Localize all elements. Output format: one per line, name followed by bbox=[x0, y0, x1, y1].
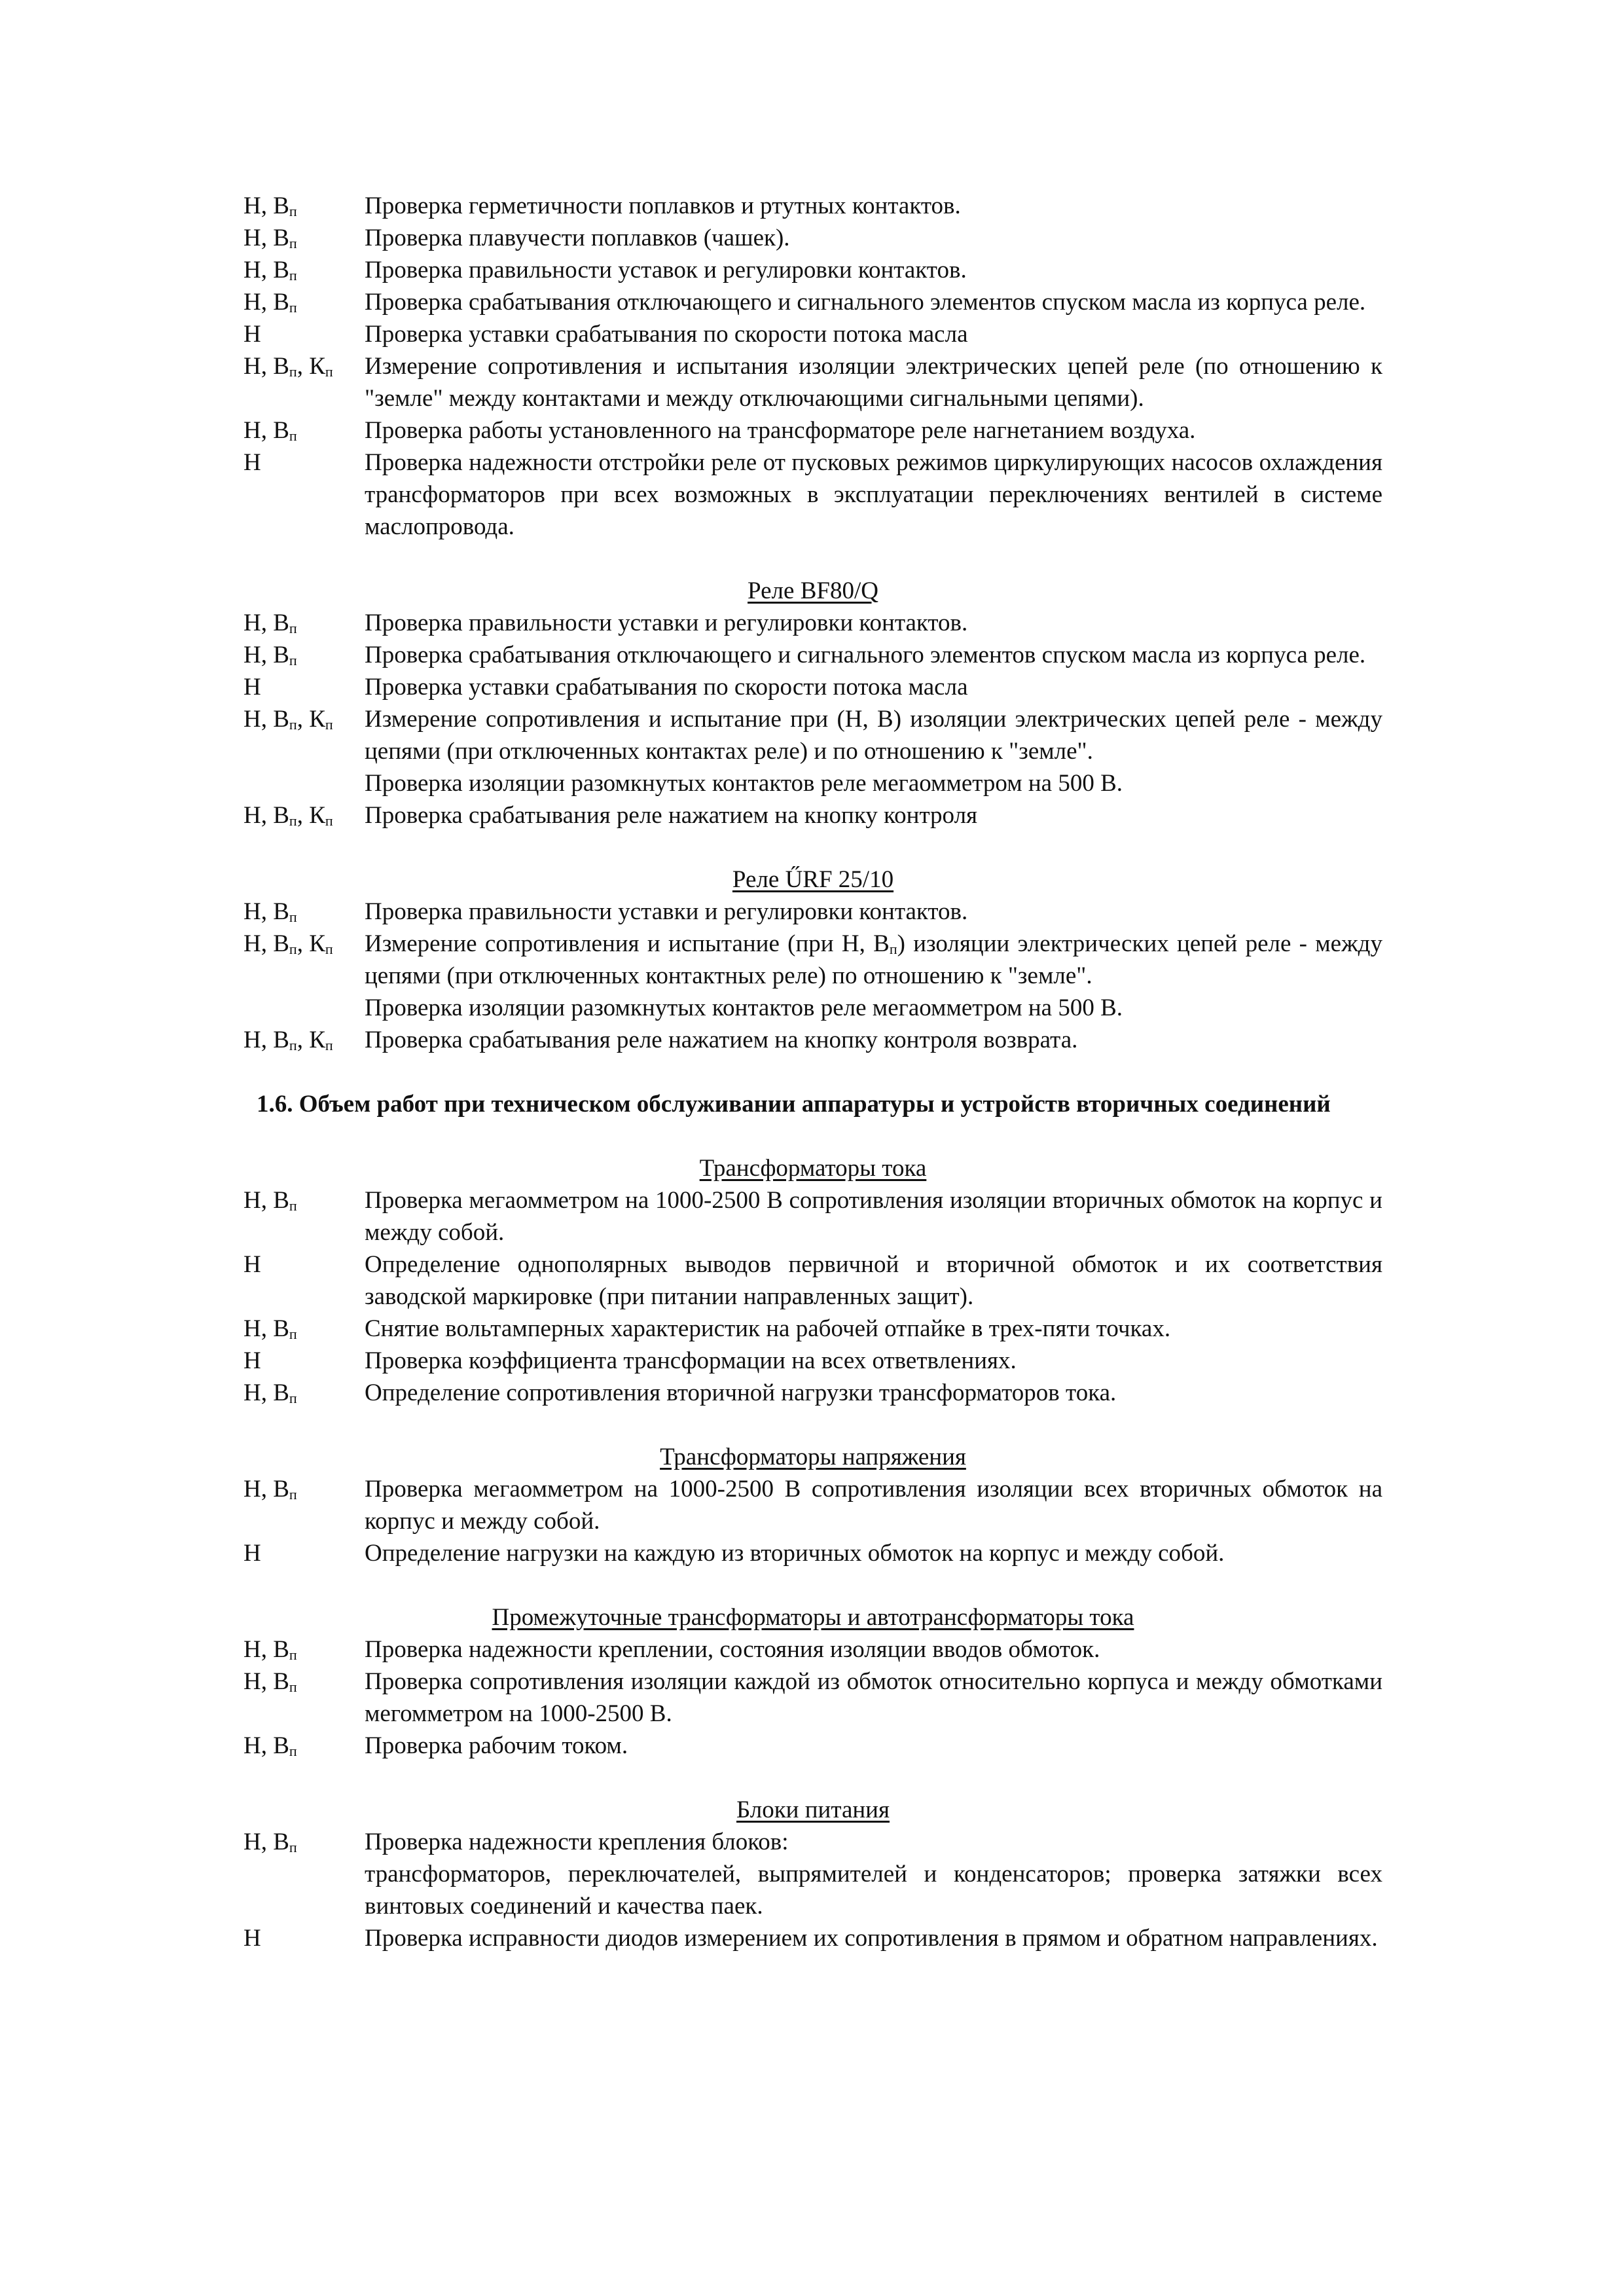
check-item-line: Снятие вольтамперных характеристик на рабочей отпайке в трех-пяти точках. bbox=[365, 1315, 1171, 1342]
check-item-text bbox=[365, 1666, 1382, 1730]
check-item-text bbox=[365, 1537, 1382, 1569]
check-item-line: Проверка срабатывания отключающего и сигнального элементов спуском масла из корпуса реле. bbox=[365, 642, 1366, 668]
code-subscript: п bbox=[289, 1390, 297, 1406]
code-subscript: п bbox=[289, 235, 297, 251]
code-text: Н, В bbox=[244, 898, 289, 925]
code-subscript: п bbox=[325, 941, 333, 957]
check-item-text bbox=[365, 1826, 1382, 1922]
check-item-code bbox=[244, 671, 365, 703]
check-item-line: Проверка изоляции разомкнутых контактов реле мегаомметром на 500 В. bbox=[365, 770, 1123, 797]
check-item-line bbox=[365, 928, 1382, 992]
check-item-code bbox=[244, 896, 365, 928]
check-item-line: Определение сопротивления вторичной нагрузки трансформаторов тока. bbox=[365, 1379, 1117, 1406]
code-subscript: п bbox=[289, 716, 297, 733]
code-text: Н, В bbox=[244, 257, 289, 283]
check-item bbox=[244, 1473, 1382, 1537]
check-item bbox=[244, 671, 1382, 703]
check-item bbox=[244, 1666, 1382, 1730]
check-item-code bbox=[244, 1666, 365, 1698]
check-item bbox=[244, 607, 1382, 639]
check-item-text bbox=[365, 414, 1382, 446]
check-item bbox=[244, 254, 1382, 286]
subsection-heading bbox=[244, 575, 1382, 607]
check-item-text bbox=[365, 639, 1382, 671]
code-text: , К bbox=[297, 706, 325, 733]
check-item-code bbox=[244, 190, 365, 222]
code-subscript: п bbox=[289, 299, 297, 316]
check-item-line: Проверка сопротивления изоляции каждой из обмоток относительно корпуса и между обмотками мегомметром на 1000-2500 В. bbox=[365, 1668, 1382, 1727]
check-item-code bbox=[244, 928, 365, 960]
code-subscript: п bbox=[325, 716, 333, 733]
subsection-heading bbox=[244, 864, 1382, 896]
check-item bbox=[244, 350, 1382, 414]
code-subscript: п bbox=[325, 812, 333, 829]
code-subscript: п bbox=[289, 1839, 297, 1855]
code-text: Н bbox=[244, 1540, 261, 1567]
check-item-code bbox=[244, 318, 365, 350]
check-item-code bbox=[244, 1024, 365, 1056]
check-item-line: Измерение сопротивления и испытания изоляции электрических цепей реле (по отношению к "земле" между контактами и между отключающими сигнальными цепями). bbox=[365, 353, 1382, 412]
code-text: Н, В bbox=[244, 1636, 289, 1663]
code-text: Н, В bbox=[244, 930, 289, 957]
code-text: Н, В bbox=[244, 1668, 289, 1695]
check-item-line: Проверка надежности креплении, состояния изоляции вводов обмоток. bbox=[365, 1636, 1100, 1663]
check-item bbox=[244, 286, 1382, 318]
subsection-heading-text: Промежуточные трансформаторы и автотрансформаторы тока bbox=[492, 1604, 1134, 1631]
text-part: ) изоляции электрических цепей реле - между цепями (при отключенных контактных реле) по отношению к "земле". bbox=[365, 930, 1382, 989]
check-item-code bbox=[244, 1826, 365, 1858]
subsection-heading bbox=[244, 1794, 1382, 1826]
code-subscript: п bbox=[289, 652, 297, 668]
check-item-text bbox=[365, 928, 1382, 1024]
code-text: , К bbox=[297, 1027, 325, 1053]
check-item-text bbox=[365, 671, 1382, 703]
check-item bbox=[244, 318, 1382, 350]
check-item-code bbox=[244, 1248, 365, 1281]
code-text: Н bbox=[244, 1347, 261, 1374]
code-text: Н, В bbox=[244, 642, 289, 668]
check-item-code bbox=[244, 1184, 365, 1216]
code-subscript: п bbox=[289, 1037, 297, 1053]
code-subscript: п bbox=[289, 909, 297, 925]
code-subscript: п bbox=[289, 1679, 297, 1695]
check-item bbox=[244, 1730, 1382, 1762]
check-item-line: Проверка срабатывания реле нажатием на кнопку контроля bbox=[365, 802, 978, 829]
code-subscript: п bbox=[289, 1647, 297, 1663]
code-text: Н, В bbox=[244, 802, 289, 829]
check-item-text bbox=[365, 254, 1382, 286]
check-item-text bbox=[365, 1922, 1382, 1954]
check-item bbox=[244, 799, 1382, 831]
check-item-line: Проверка правильности уставок и регулировки контактов. bbox=[365, 257, 967, 283]
check-item-text bbox=[365, 1024, 1382, 1056]
check-item-line: Проверка уставки срабатывания по скорости потока масла bbox=[365, 674, 968, 701]
check-item-code bbox=[244, 1922, 365, 1954]
check-item-line: Проверка надежности отстройки реле от пусковых режимов циркулирующих насосов охлаждения трансформаторов при всех возможных в эксплуатации переключениях вентилей в системе маслопровода. bbox=[365, 449, 1382, 540]
check-item bbox=[244, 1248, 1382, 1313]
check-item bbox=[244, 1377, 1382, 1409]
check-item-code bbox=[244, 1633, 365, 1666]
check-item-code bbox=[244, 350, 365, 382]
check-item-code bbox=[244, 286, 365, 318]
check-item-text bbox=[365, 896, 1382, 928]
check-item-text bbox=[365, 1345, 1382, 1377]
code-text: Н, В bbox=[244, 1476, 289, 1503]
check-item bbox=[244, 1922, 1382, 1954]
check-item-code bbox=[244, 254, 365, 286]
check-item-text bbox=[365, 607, 1382, 639]
code-text: Н, В bbox=[244, 289, 289, 316]
code-subscript: п bbox=[289, 428, 297, 444]
code-text: Н, В bbox=[244, 417, 289, 444]
check-item-line: Определение нагрузки на каждую из вторичных обмоток на корпус и между собой. bbox=[365, 1540, 1225, 1567]
check-item bbox=[244, 1184, 1382, 1248]
check-item-text bbox=[365, 1633, 1382, 1666]
check-item-line: Проверка коэффициента трансформации на всех ответвлениях. bbox=[365, 1347, 1017, 1374]
check-item-text bbox=[365, 1313, 1382, 1345]
code-text: Н bbox=[244, 321, 261, 348]
subsection-heading-text: Трансформаторы тока bbox=[699, 1155, 927, 1182]
text-part: Измерение сопротивления и испытание (при Н, В bbox=[365, 930, 890, 957]
check-item bbox=[244, 1024, 1382, 1056]
code-subscript: п bbox=[289, 620, 297, 636]
check-item-text bbox=[365, 350, 1382, 414]
subsection-heading bbox=[244, 1152, 1382, 1184]
check-item-code bbox=[244, 414, 365, 446]
check-item-line: Проверка уставки срабатывания по скорости потока масла bbox=[365, 321, 968, 348]
check-item-text bbox=[365, 703, 1382, 799]
check-item-text bbox=[365, 318, 1382, 350]
code-text: Н, В bbox=[244, 1732, 289, 1759]
check-item-code bbox=[244, 639, 365, 671]
check-item bbox=[244, 414, 1382, 446]
check-item-code bbox=[244, 1345, 365, 1377]
check-item-text bbox=[365, 286, 1382, 318]
check-item-line: Проверка изоляции разомкнутых контактов реле мегаомметром на 500 В. bbox=[365, 994, 1123, 1021]
check-item-code bbox=[244, 1313, 365, 1345]
code-subscript: п bbox=[289, 1197, 297, 1214]
text-subscript: п bbox=[889, 941, 897, 957]
code-subscript: п bbox=[325, 1037, 333, 1053]
code-text: , К bbox=[297, 802, 325, 829]
subsection-heading bbox=[244, 1601, 1382, 1633]
check-item bbox=[244, 928, 1382, 1024]
check-item-line: Проверка работы установленного на трансформаторе реле нагнетанием воздуха. bbox=[365, 417, 1196, 444]
check-item-text bbox=[365, 190, 1382, 222]
check-item-line: Проверка правильности уставки и регулировки контактов. bbox=[365, 610, 968, 636]
code-text: Н bbox=[244, 1925, 261, 1952]
code-subscript: п bbox=[289, 1326, 297, 1342]
code-text: Н bbox=[244, 449, 261, 476]
check-item-line: Проверка срабатывания реле нажатием на кнопку контроля возврата. bbox=[365, 1027, 1078, 1053]
check-item-code bbox=[244, 607, 365, 639]
subsection-heading bbox=[244, 1441, 1382, 1473]
code-subscript: п bbox=[289, 363, 297, 380]
check-item bbox=[244, 446, 1382, 543]
check-item-line: Проверка надежности крепления блоков: bbox=[365, 1829, 789, 1855]
check-item bbox=[244, 1826, 1382, 1922]
subsection-heading-text: Реле BF80/Q bbox=[748, 577, 878, 604]
check-item-text bbox=[365, 1248, 1382, 1313]
check-item-text bbox=[365, 446, 1382, 543]
check-item-line: Проверка герметичности поплавков и ртутных контактов. bbox=[365, 192, 961, 219]
check-item-line: Измерение сопротивления и испытание при (Н, В) изоляции электрических цепей реле - между цепями (при отключенных контактах реле) и по отношению к "земле". bbox=[365, 706, 1382, 765]
check-item-code bbox=[244, 1537, 365, 1569]
check-item bbox=[244, 190, 1382, 222]
check-item-line: трансформаторов, переключателей, выпрямителей и конденсаторов; проверка затяжки всех винтовых соединений и качества паек. bbox=[365, 1861, 1382, 1920]
code-subscript: п bbox=[289, 267, 297, 283]
code-text: Н, В bbox=[244, 1027, 289, 1053]
code-text: Н bbox=[244, 1251, 261, 1278]
code-text: , К bbox=[297, 353, 325, 380]
code-text: Н, В bbox=[244, 1315, 289, 1342]
check-item-text bbox=[365, 799, 1382, 831]
code-text: Н bbox=[244, 674, 261, 701]
code-subscript: п bbox=[289, 1486, 297, 1503]
subsection-heading-text: Реле ŰRF 25/10 bbox=[732, 866, 894, 893]
check-item-text bbox=[365, 222, 1382, 254]
check-item-code bbox=[244, 446, 365, 479]
check-item-text bbox=[365, 1184, 1382, 1248]
check-item bbox=[244, 703, 1382, 799]
code-text: Н, В bbox=[244, 706, 289, 733]
code-text: Н, В bbox=[244, 353, 289, 380]
code-subscript: п bbox=[325, 363, 333, 380]
check-item bbox=[244, 1633, 1382, 1666]
check-item bbox=[244, 639, 1382, 671]
check-item bbox=[244, 1313, 1382, 1345]
code-subscript: п bbox=[289, 941, 297, 957]
code-text: Н, В bbox=[244, 192, 289, 219]
check-item-line: Проверка срабатывания отключающего и сигнального элементов спуском масла из корпуса реле. bbox=[365, 289, 1366, 316]
check-item-code bbox=[244, 799, 365, 831]
subsection-heading-text: Трансформаторы напряжения bbox=[660, 1444, 966, 1470]
check-item-code bbox=[244, 1473, 365, 1505]
code-subscript: п bbox=[289, 1743, 297, 1759]
check-item-line: Проверка правильности уставки и регулировки контактов. bbox=[365, 898, 968, 925]
check-item bbox=[244, 1537, 1382, 1569]
check-item-text bbox=[365, 1377, 1382, 1409]
code-text: Н, В bbox=[244, 1187, 289, 1214]
code-subscript: п bbox=[289, 812, 297, 829]
check-item-line: Проверка плавучести поплавков (чашек). bbox=[365, 225, 790, 251]
code-subscript: п bbox=[289, 203, 297, 219]
check-item-line: Проверка мегаомметром на 1000-2500 В сопротивления изоляции вторичных обмоток на корпус и между собой. bbox=[365, 1187, 1382, 1246]
check-item-code bbox=[244, 1730, 365, 1762]
check-item-line: Проверка мегаомметром на 1000-2500 В сопротивления изоляции всех вторичных обмоток на корпус и между собой. bbox=[365, 1476, 1382, 1535]
check-item bbox=[244, 1345, 1382, 1377]
code-text: , К bbox=[297, 930, 325, 957]
check-item bbox=[244, 222, 1382, 254]
code-text: Н, В bbox=[244, 225, 289, 251]
subsection-heading-text: Блоки питания bbox=[736, 1796, 890, 1823]
check-item-text bbox=[365, 1730, 1382, 1762]
check-item-code bbox=[244, 1377, 365, 1409]
code-text: Н, В bbox=[244, 1379, 289, 1406]
check-item-text bbox=[365, 1473, 1382, 1537]
check-item-code bbox=[244, 703, 365, 735]
section-title: 1.6. Объем работ при техническом обслуживании аппаратуры и устройств вторичных соединений bbox=[257, 1091, 1331, 1118]
check-item-code bbox=[244, 222, 365, 254]
check-item-line: Проверка рабочим током. bbox=[365, 1732, 628, 1759]
check-item-line: Проверка исправности диодов измерением их сопротивления в прямом и обратном направлениях. bbox=[365, 1925, 1378, 1952]
code-text: Н, В bbox=[244, 1829, 289, 1855]
code-text: Н, В bbox=[244, 610, 289, 636]
check-item-line: Определение однополярных выводов первичной и вторичной обмоток и их соответствия заводской маркировке (при питании направленных защит). bbox=[365, 1251, 1382, 1310]
document-page bbox=[244, 190, 1382, 1954]
check-item bbox=[244, 896, 1382, 928]
